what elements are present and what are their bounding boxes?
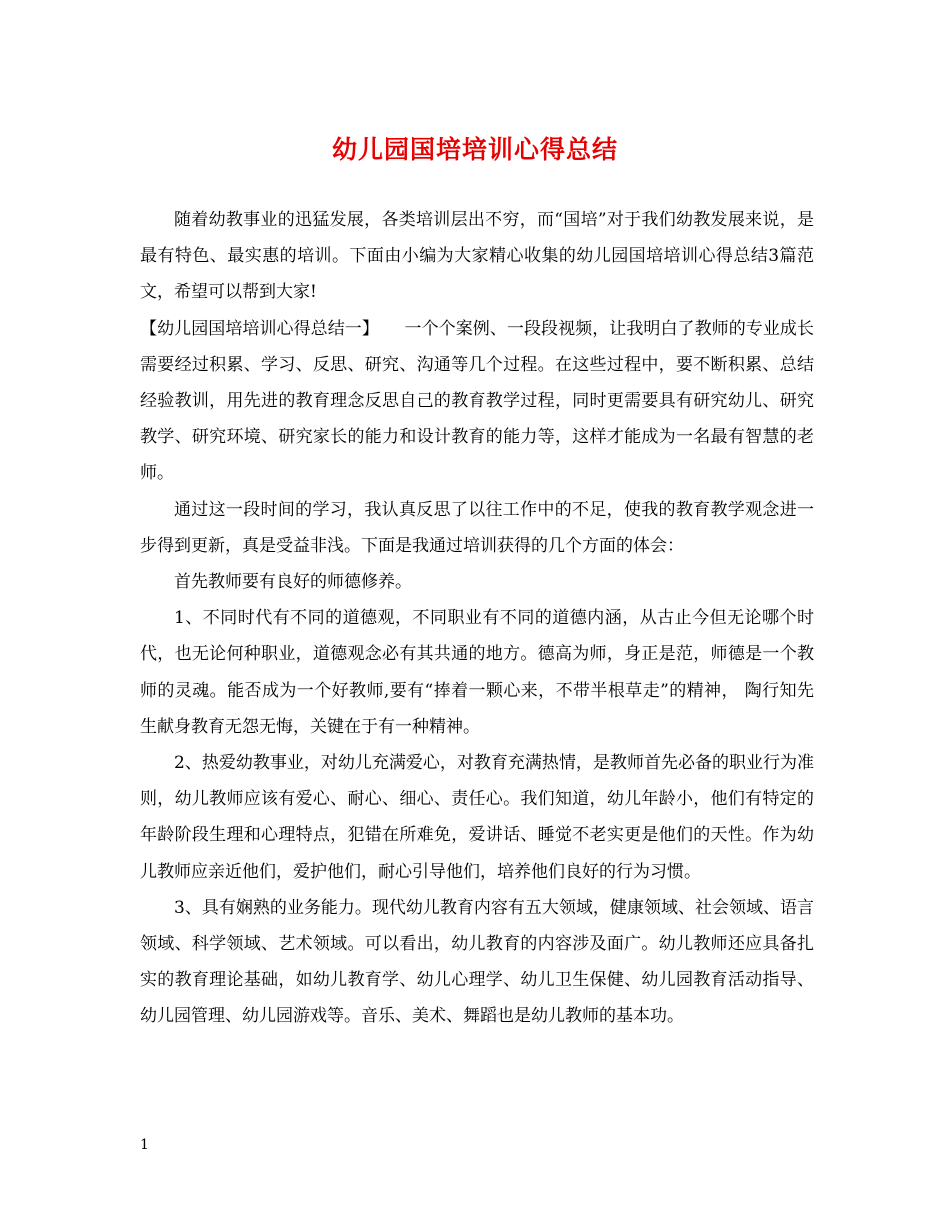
document-body: [140, 202, 814, 1035]
paragraph-point-3: 3、具有娴熟的业务能力。现代幼儿教育内容有五大领域，健康领域、社会领域、语言领域、科学领域、艺术领域。可以看出，幼儿教育的内容涉及面广。幼儿教师还应具备扎实的教育理论基础，如幼儿教育学、幼儿心理学、幼儿卫生保健、幼儿园教育活动指导、幼儿园管理、幼儿园游戏等。音乐、美术、舞蹈也是幼儿教师的基本功。: [140, 897, 814, 1027]
paragraph-point-2: 2、热爱幼教事业，对幼儿充满爱心，对教育充满热情，是教师首先必备的职业行为准则，幼儿教师应该有爱心、耐心、细心、责任心。我们知道，幼儿年龄小，他们有特定的年龄阶段生理和心理特点，犯错在所难免，爱讲话、睡觉不老实更是他们的天性。作为幼儿教师应亲近他们，爱护他们，耐心引导他们，培养他们良好的行为习惯。: [140, 753, 814, 882]
page-number: 1: [140, 1137, 149, 1153]
paragraph-summary-one: 【幼儿园国培培训心得总结一】 一个个案例、一段段视频，让我明白了教师的专业成长需要经过积累、学习、反思、研究、沟通等几个过程。在这些过程中，要不断积累、总结经验教训，用先进的教育理念反思自己的教育教学过程，同时更需要具有研究幼儿、研究教学、研究环境、研究家长的能力和设计教育的能力等，这样才能成为一名最有智慧的老师。: [140, 318, 814, 484]
paragraph-ethics-heading: 首先教师要有良好的师德修养。: [174, 572, 412, 593]
document-title: 幼儿园国培培训心得总结: [331, 135, 618, 164]
paragraph-intro: 随着幼教事业的迅猛发展，各类培训层出不穷，而“国培”对于我们幼教发展来说，是最有特色、最实惠的培训。下面由小编为大家精心收集的幼儿园国培培训心得总结3篇范文，希望可以帮到大家!: [140, 210, 814, 303]
paragraph-reflection: 通过这一段时间的学习，我认真反思了以往工作中的不足，使我的教育教学观念进一步得到更新，真是受益非浅。下面是我通过培训获得的几个方面的体会：: [140, 499, 814, 556]
paragraph-point-1: 1、不同时代有不同的道德观，不同职业有不同的道德内涵，从古止今但无论哪个时代，也无论何种职业，道德观念必有其共通的地方。德高为师，身正是范，师德是一个教师的灵魂。能否成为一个好教师,要有“捧着一颗心来，不带半根草走”的精神， 陶行知先生献身教育无怨无悔，关键在于有一种精神。: [140, 608, 814, 737]
